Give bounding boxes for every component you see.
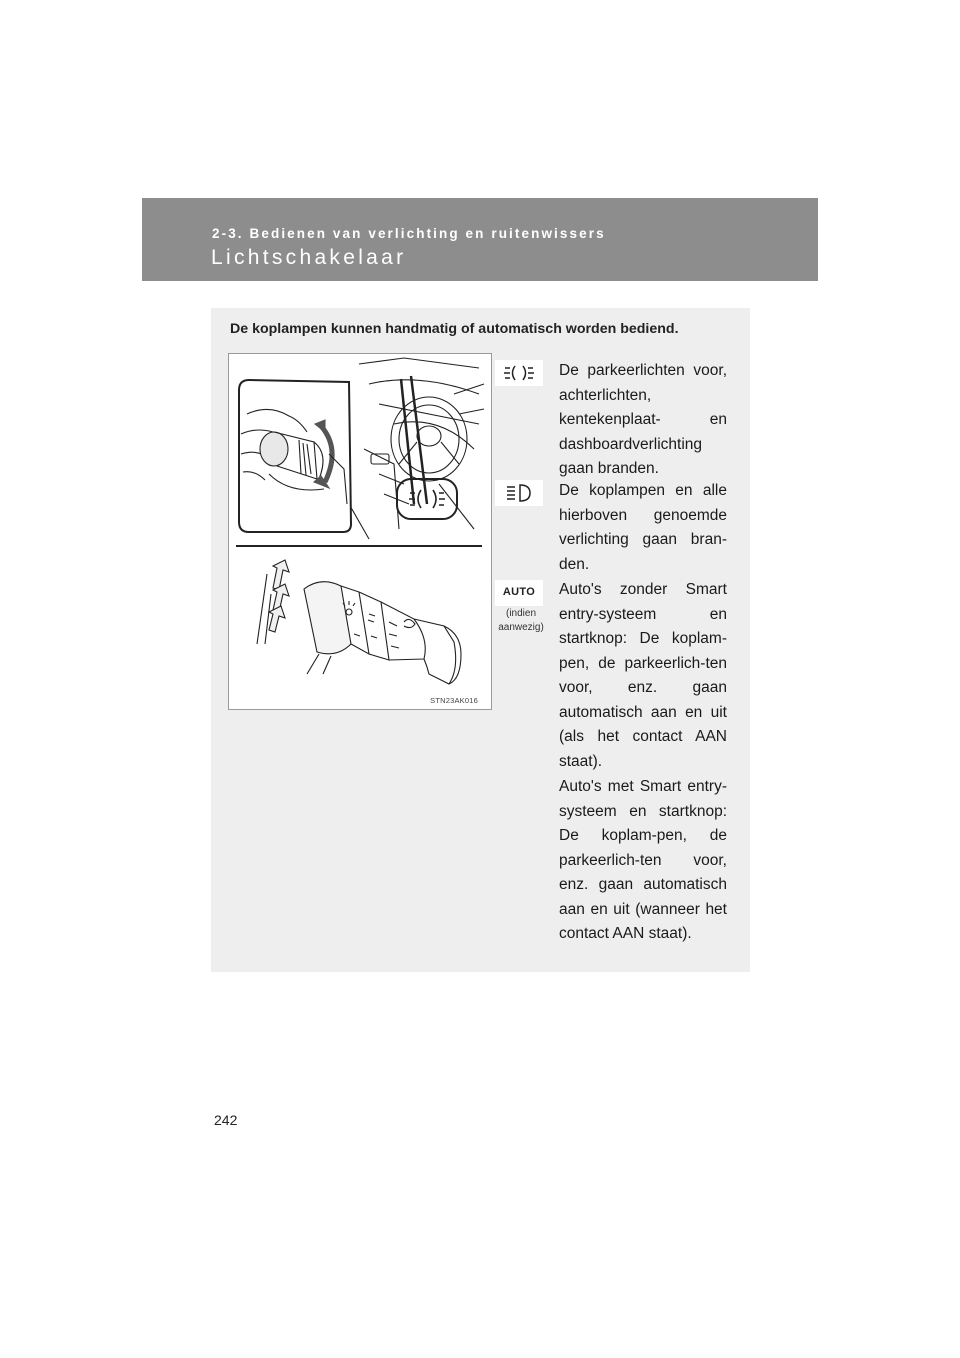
parking-lights-description: De parkeerlichten voor, achterlichten, kentekenplaat- en dashboardverlichting gaan branden. — [559, 362, 727, 477]
parking-lights-icon — [495, 360, 543, 386]
headlights-icon — [495, 480, 543, 506]
section-title: 2-3. Bedienen van verlichting en ruitenwissers — [212, 226, 606, 241]
page-title: Lichtschakelaar — [211, 246, 407, 269]
headlights-description: De koplampen en alle hierboven genoemde verlichting gaan bran-den. — [559, 482, 727, 573]
illustration-drawing — [229, 354, 491, 709]
auto-note: (indien aanwezig) — [498, 608, 544, 633]
auto-description-smart: Auto's met Smart entry-systeem en startknop: De koplam-pen, de parkeerlich-ten voor, enz. gaan automatisch aan en uit (wanneer het contact AAN staat). — [559, 778, 727, 942]
light-switch-illustration — [228, 353, 492, 710]
section-header — [142, 198, 818, 281]
auto-description: Auto's zonder Smart entry-systeem en startknop: De koplam-pen, de parkeerlich-ten voor, enz. gaan automatisch aan en uit (als het contact AAN staat). — [559, 581, 727, 770]
figure-caption: STN23AK016 — [430, 696, 478, 705]
content-panel — [211, 308, 750, 972]
page-number: 242 — [214, 1112, 238, 1128]
auto-icon — [495, 580, 543, 606]
auto-icon-label: AUTO — [502, 586, 536, 598]
figure-divider — [236, 545, 482, 547]
intro-text: De koplampen kunnen handmatig of automatisch worden bediend. — [230, 321, 679, 337]
